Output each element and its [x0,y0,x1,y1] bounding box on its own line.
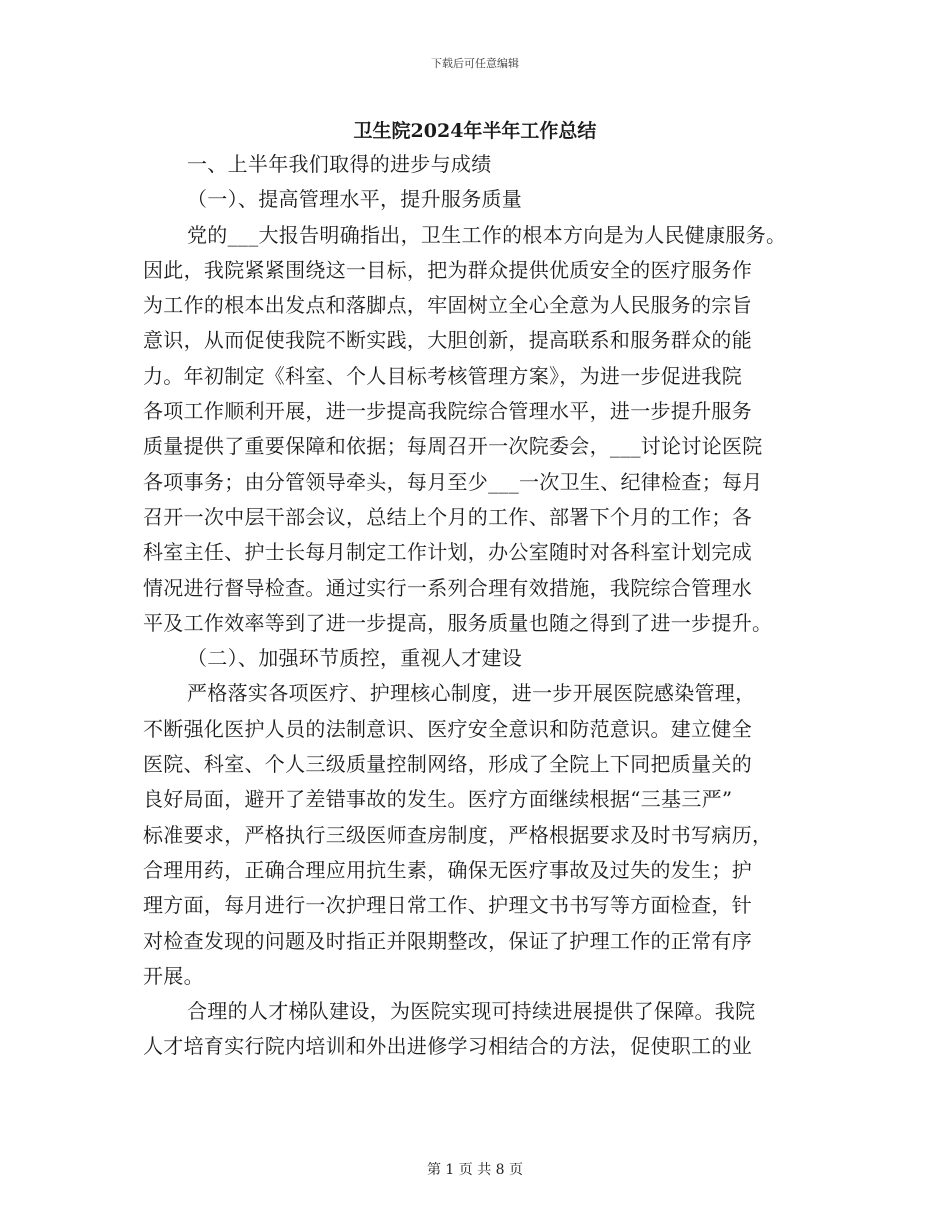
document-title: 卫生院2024年半年工作总结 [353,120,597,142]
paragraph-line: 党的___大报告明确指出，卫生工作的根本方向是为人民健康服务。 [187,222,787,247]
paragraph-line: 良好局面，避开了差错事故的发生。医疗方面继续根据“三基三严” [143,787,733,812]
paragraph-line: 不断强化医护人员的法制意识、医疗安全意识和防范意识。建立健全 [143,716,752,741]
paragraph-line: 人才培育实行院内培训和外出进修学习相结合的方法，促使职工的业 [143,1034,752,1059]
header-note: 下载后可任意编辑 [431,57,519,70]
paragraph-line: 严格落实各项医疗、护理核心制度，进一步开展医院感染管理， [187,681,756,706]
paragraph-line: 召开一次中层干部会议，总结上个月的工作、部署下个月的工作；各 [143,504,752,529]
paragraph-line: 各项工作顺利开展，进一步提高我院综合管理水平，进一步提升服务 [143,399,752,424]
paragraph-line: 因此，我院紧紧围绕这一目标，把为群众提供优质安全的医疗服务作 [143,257,752,282]
paragraph-line: 合理的人才梯队建设，为医院实现可持续进展提供了保障。我院 [187,999,756,1024]
paragraph-line: 质量提供了重要保障和依据；每周召开一次院委会，___讨论讨论医院 [143,434,763,459]
paragraph-line: 开展。 [143,963,204,988]
section-heading: （一）、提高管理水平，提升服务质量 [187,187,523,212]
paragraph-line: 标准要求，严格执行三级医师查房制度，严格根据要求及时书写病历， [143,822,773,847]
paragraph-line: 医院、科室、个人三级质量控制网络，形成了全院上下同把质量关的 [143,752,752,777]
paragraph-line: 理方面，每月进行一次护理日常工作、护理文书书写等方面检查，针 [143,893,752,918]
section-heading: （二）、加强环节质控，重视人才建设 [187,646,523,671]
page-number: 第 1 页 共 8 页 [426,1162,524,1178]
document-body [143,147,823,1065]
paragraph-line: 合理用药，正确合理应用抗生素，确保无医疗事故及过失的发生；护 [143,857,752,882]
paragraph-line: 科室主任、护士长每月制定工作计划，办公室随时对各科室计划完成 [143,540,752,565]
paragraph-line: 平及工作效率等到了进一步提高，服务质量也随之得到了进一步提升。 [143,610,773,635]
paragraph-line: 情况进行督导检查。通过实行一系列合理有效措施，我院综合管理水 [143,575,752,600]
paragraph-line: 力。年初制定《科室、个人目标考核管理方案》，为进一步促进我院 [143,363,742,388]
paragraph-line: 为工作的根本出发点和落脚点，牢固树立全心全意为人民服务的宗旨 [143,293,752,318]
paragraph-line: 各项事务；由分管领导牵头，每月至少___一次卫生、纪律检查；每月 [143,469,763,494]
paragraph-line: 意识，从而促使我院不断实践，大胆创新，提高联系和服务群众的能 [143,328,752,353]
section-heading: 一、上半年我们取得的进步与成绩 [187,152,492,176]
paragraph-line: 对检查发现的问题及时指正并限期整改，保证了护理工作的正常有序 [143,928,752,953]
